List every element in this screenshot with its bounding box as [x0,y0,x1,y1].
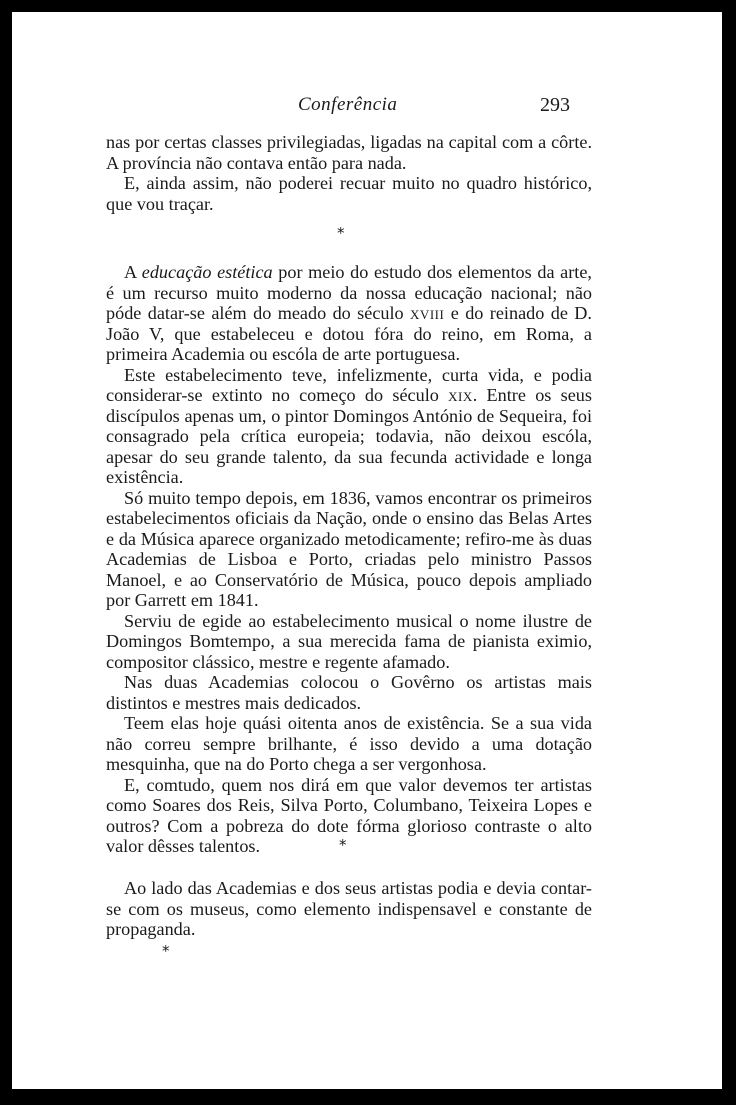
text-run: . Entre os seus discípulos apenas um, o pintor Domingos António de Sequeira, foi consagrado pela crítica europeia; todavia, não deixou escóla, apesar do seu grande talento, da sua fecunda actividade e longa existência. [106,385,592,487]
text-run: e do reinado de D. João V, que estabeleceu e dotou fóra do reino, em Roma, a primeira Academia ou escóla de arte portuguesa. [106,303,592,364]
text-block-main [106,262,592,857]
paragraph: Só muito tempo depois, em 1836, vamos encontrar os primeiros estabelecimentos oficiais da Nação, onde o ensino das Belas Artes e da Música aparece organizado metodicamente; refiro-me às duas Academias de Lisboa e Porto, criadas pelo ministro Passos Manoel, e ao Conservatório de Música, pouco depois ampliado por Garrett em 1841. [106,487,592,610]
paragraph [106,262,592,365]
section-separator-star: * [337,224,345,242]
paragraph: Nas duas Academias colocou o Govêrno os artistas mais distintos e mestres mais dedicados. [106,672,592,713]
paragraph: E, ainda assim, não poderei recuar muito no quadro histórico, que vou traçar. [106,173,592,214]
paragraph [106,365,592,488]
paragraph: Ao lado das Academias e dos seus artistas podia e devia contar-se com os museus, como elemento indispensavel e constante de propaganda. [106,878,592,939]
text-block-closing [106,878,592,940]
page-header [12,94,722,124]
text-run: A [124,262,142,282]
page-number: 293 [540,94,570,116]
book-page [12,12,722,1089]
text-run: por meio do estudo dos elementos da arte, é um recurso muito moderno da nossa educação nacional; não póde datar-se além do meado do século [106,262,592,323]
century-numeral: xviii [410,303,445,323]
century-numeral: xix [448,385,473,405]
paragraph: Serviu de egide ao estabelecimento musical o nome ilustre de Domingos Bomtempo, a sua merecida fama de pianista eximio, compositor clássico, mestre e regente afamado. [106,610,592,672]
running-head: Conferência [298,94,398,115]
footnote-marker-star: * [162,942,170,960]
emphasis-text: educação estética [141,262,273,282]
paragraph: nas por certas classes privilegiadas, ligadas na capital com a côrte. A província não contava então para nada. [106,132,592,173]
paragraph: E, comtudo, quem nos dirá em que valor devemos ter artistas como Soares dos Reis, Silva Porto, Columbano, Teixeira Lopes e outros? Com a pobreza do dote fórma glorioso contraste o alto valor dêsses talentos. [106,774,592,856]
section-separator-star: * [339,836,347,854]
text-block-opening [106,132,592,214]
paragraph: Teem elas hoje quási oitenta anos de existência. Se a sua vida não correu sempre brilhante, é isso devido a uma dotação mesquinha, que na do Porto chega a ser vergonhosa. [106,713,592,774]
text-run: Este estabelecimento teve, infelizmente, curta vida, e podia considerar-se extinto no começo do século [106,364,592,405]
